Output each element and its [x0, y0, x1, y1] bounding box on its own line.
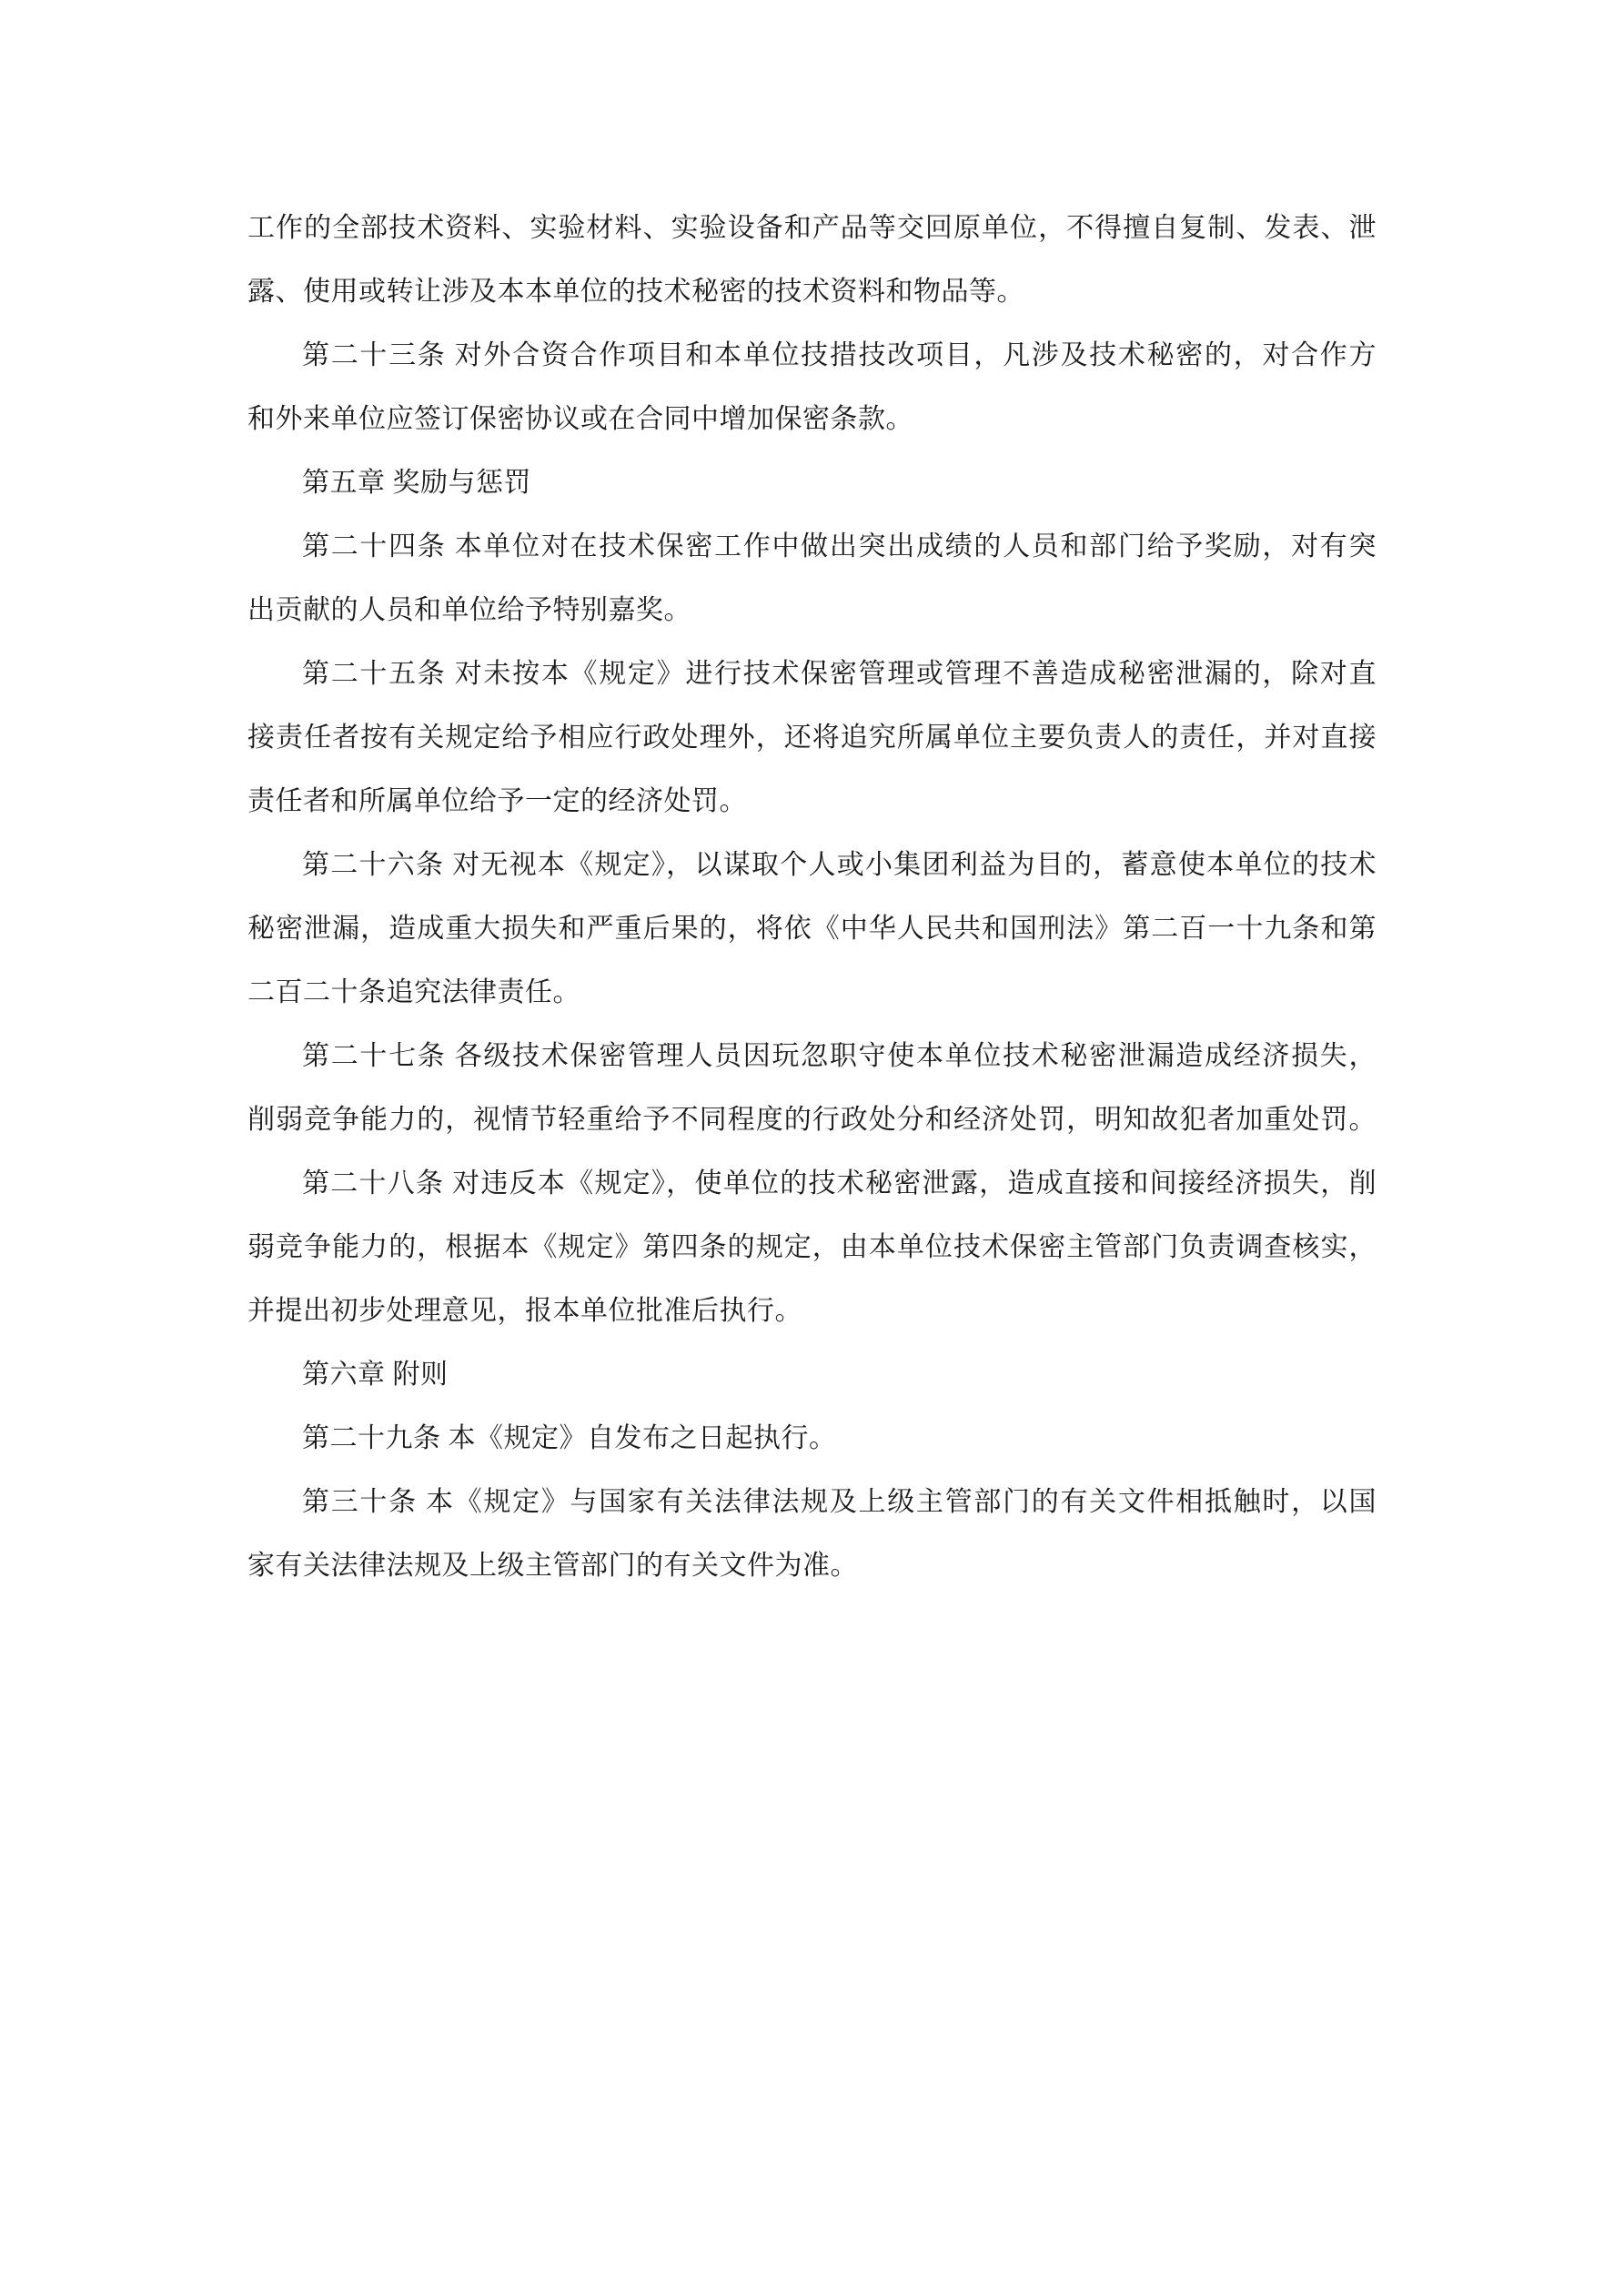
text-line: 第二十五条 对未按本《规定》进行技术保密管理或管理不善造成秘密泄漏的，除对直 — [302, 659, 1377, 689]
text-line: 二百二十条追究法律责任。 — [247, 977, 580, 1007]
text-line: 和外来单位应签订保密协议或在合同中增加保密条款。 — [247, 404, 913, 434]
text-line: 第二十三条 对外合资合作项目和本单位技措技改项目，凡涉及技术秘密的，对合作方 — [302, 340, 1377, 370]
text-line: 工作的全部技术资料、实验材料、实验设备和产品等交回原单位，不得擅自复制、发表、泄 — [247, 213, 1377, 243]
text-line: 责任者和所属单位给予一定的经济处罚。 — [247, 786, 747, 816]
text-line: 削弱竞争能力的，视情节轻重给予不同程度的行政处分和经济处罚，明知故犯者加重处罚。 — [247, 1105, 1377, 1135]
chapter-heading: 第六章 附则 — [302, 1360, 449, 1390]
text-line: 并提出初步处理意见，报本单位批准后执行。 — [247, 1296, 802, 1326]
text-line: 秘密泄漏，造成重大损失和严重后果的，将依《中华人民共和国刑法》第二百一十九条和第 — [247, 914, 1377, 944]
text-line: 弱竞争能力的，根据本《规定》第四条的规定，由本单位技术保密主管部门负责调查核实， — [247, 1232, 1377, 1262]
text-line: 第二十七条 各级技术保密管理人员因玩忽职守使本单位技术秘密泄漏造成经济损失， — [302, 1041, 1377, 1071]
text-line: 第二十八条 对违反本《规定》，使单位的技术秘密泄露，造成直接和间接经济损失，削 — [302, 1168, 1377, 1199]
text-line: 第二十六条 对无视本《规定》，以谋取个人或小集团利益为目的，蓄意使本单位的技术 — [302, 850, 1377, 880]
text-line: 第二十四条 本单位对在技术保密工作中做出突出成绩的人员和部门给予奖励，对有突 — [302, 531, 1377, 561]
text-line: 家有关法律法规及上级主管部门的有关文件为准。 — [247, 1551, 858, 1581]
text-line: 第三十条 本《规定》与国家有关法律法规及上级主管部门的有关文件相抵触时，以国 — [302, 1487, 1377, 1517]
text-line: 出贡献的人员和单位给予特别嘉奖。 — [247, 595, 691, 625]
chapter-heading: 第五章 奖励与惩罚 — [302, 468, 531, 498]
text-line: 第二十九条 本《规定》自发布之日起执行。 — [302, 1423, 837, 1453]
document-text-block — [247, 197, 1377, 1598]
text-line: 露、使用或转让涉及本本单位的技术秘密的技术资料和物品等。 — [247, 277, 1024, 307]
text-line: 接责任者按有关规定给予相应行政处理外，还将追究所属单位主要负责人的责任，并对直接 — [247, 723, 1377, 753]
